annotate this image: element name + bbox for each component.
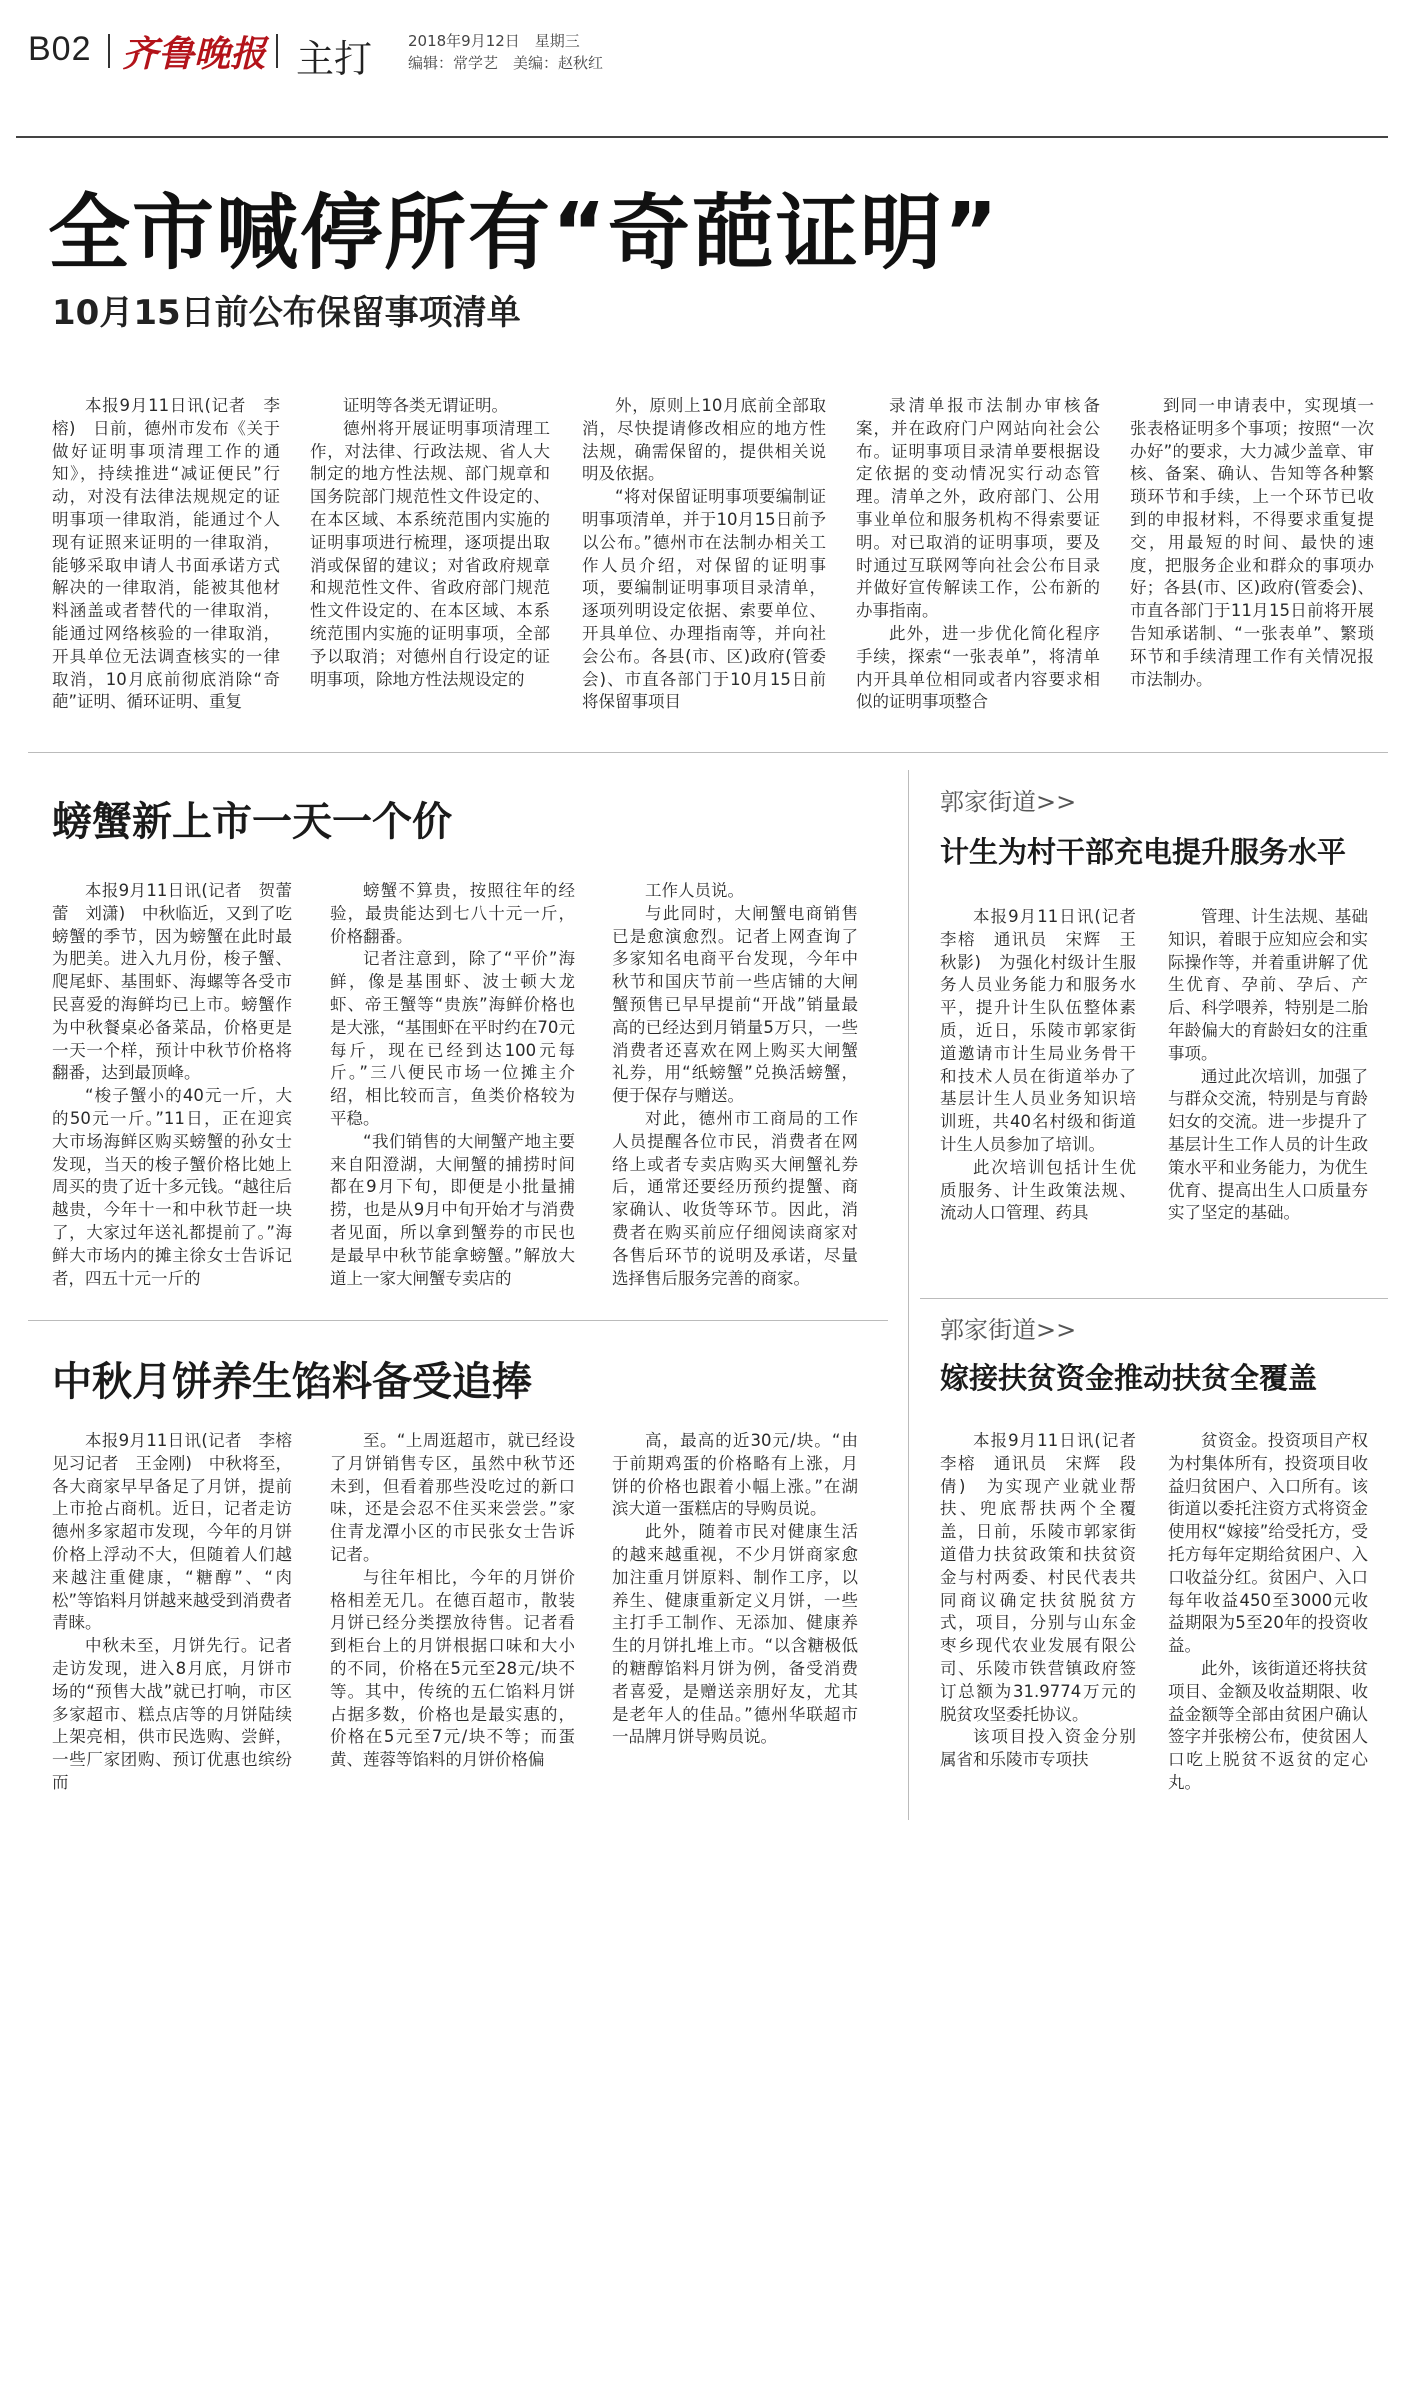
header-divider: [108, 34, 110, 68]
newspaper-logo: 齐鲁晚报: [122, 33, 267, 75]
mooncake-column-1: [52, 1430, 309, 1795]
side1-column-2: [1168, 906, 1368, 1225]
side2-kicker: 郭家街道>>: [940, 1316, 1077, 1344]
paragraph: “梭子蟹小的40元一斤，大的50元一斤。”11日，正在迎宾大市场海鲜区购买螃蟹的孙女士发现，当天的梭子蟹价格比她上周买的贵了近十多元钱。“越往后越贵，今年十一和中秋节赶一块了，大家过年送礼都提前了。”海鲜大市场内的摊主徐女士告诉记者，四五十元一斤的: [52, 1086, 292, 1288]
paragraph: 管理、计生法规、基础知识，着眼于应知应会和实际操作等，并着重讲解了优生优育、孕前、孕后、产后、科学喂养，特别是二胎年龄偏大的育龄妇女的注重事项。: [1168, 907, 1368, 1063]
section-divider: [920, 1298, 1388, 1299]
paragraph: 螃蟹不算贵，按照往年的经验，最贵能达到七八十元一斤，价格翻番。: [330, 881, 575, 946]
editor-credits: 编辑：常学艺 美编：赵秋红: [408, 54, 604, 72]
paragraph: 记者注意到，除了“平价”海鲜，像是基围虾、波士顿大龙虾、帝王蟹等“贵族”海鲜价格也是大涨，“基围虾在平时约在70元每斤，现在已经到达100元每斤。”三八便民市场一位摊主介绍，相比较而言，鱼类价格较为平稳。: [330, 949, 575, 1128]
lead-column-2: [310, 395, 550, 691]
paragraph: 此外，进一步优化简化程序手续，探索“一张表单”，将清单内开具单位相同或者内容要求相似的证明事项整合: [856, 623, 1100, 712]
issue-date: 2018年9月12日 星期三: [408, 32, 580, 50]
paragraph: 与此同时，大闸蟹电商销售已是愈演愈烈。记者上网查询了多家知名电商平台发现，今年中秋节和国庆节前一些店铺的大闸蟹预售已早早提前“开战”销量最高的已经达到月销量5万只，一些消费者还喜欢在网上购买大闸蟹礼券，用“纸螃蟹”兑换活螃蟹，便于保存与赠送。: [612, 903, 858, 1106]
side2-column-1: [940, 1430, 1153, 1772]
header-rule: [16, 136, 1388, 138]
section-name: 主打: [296, 37, 373, 81]
crab-headline: 螃蟹新上市一天一个价: [52, 799, 452, 845]
page-number: B02: [28, 30, 92, 68]
crab-column-2: [330, 880, 575, 1290]
lead-column-1: [52, 395, 280, 714]
crab-column-3: [612, 880, 858, 1290]
crab-column-1: [52, 880, 292, 1290]
paragraph: 本报9月11日讯(记者 李榕 通讯员 宋辉 王秋影) 为强化村级计生服务人员业务能力和服务水平，提升计生队伍整体素质，近日，乐陵市郭家街道邀请市计生局业务骨干和技术人员在街道举办了基层计生人员业务知识培训班，共40名村级和街道计生人员参加了培训。: [940, 907, 1153, 1154]
header-divider: [276, 34, 278, 68]
paragraph: 此次培训包括计生优质服务、计生政策法规、流动人口管理、药具: [940, 1157, 1136, 1223]
page-header: [28, 22, 1388, 82]
side1-headline: 计生为村干部充电提升服务水平: [940, 835, 1347, 869]
lead-column-3: [582, 395, 826, 714]
paragraph: 与往年相比，今年的月饼价格相差无几。在德百超市，散装月饼已经分类摆放待售。记者看到柜台上的月饼根据口味和大小的不同，价格在5元至28元/块不等。其中，传统的五仁馅料月饼占据多数，价格也是最实惠的，价格在5元至7元/块不等；而蛋黄、莲蓉等馅料的月饼价格偏: [330, 1567, 575, 1770]
paragraph: 该项目投入资金分别属省和乐陵市专项扶: [940, 1727, 1136, 1770]
paragraph: 通过此次培训，加强了与群众交流，特别是与育龄妇女的交流。进一步提升了基层计生工作人员的计生政策水平和业务能力，为优生优育、提高出生人口质量夯实了坚定的基础。: [1168, 1066, 1368, 1223]
side2-headline: 嫁接扶贫资金推动扶贫全覆盖: [940, 1361, 1318, 1395]
section-divider: [28, 1320, 888, 1321]
paragraph: 本报9月11日讯(记者 李榕 见习记者 王金刚) 中秋将至，各大商家早早备足了月饼，提前上市抢占商机。近日，记者走访德州多家超市发现，今年的月饼价格上浮动不大，但随着人们越来越注重健康，“糖醇”、“肉松”等馅料月饼越来越受到消费者青睐。: [52, 1431, 309, 1633]
mooncake-column-3: [612, 1430, 858, 1749]
paragraph: 高，最高的近30元/块。“由于前期鸡蛋的价格略有上涨，月饼的价格也跟着小幅上涨。”在湖滨大道一蛋糕店的导购员说。: [612, 1431, 858, 1519]
paragraph: 贫资金。投资项目产权为村集体所有，投资项目收益归贫困户、入口所有。该街道以委托注资方式将资金使用权“嫁接”给受托方，受托方每年定期给贫困户、入口收益分红。贫困户、入口每年收益450至3000元收益期限为5至20年的投资收益。: [1168, 1431, 1368, 1656]
mooncake-headline: 中秋月饼养生馅料备受追捧: [52, 1359, 532, 1405]
lead-column-4: [856, 395, 1100, 714]
paragraph: 至。“上周逛超市，就已经设了月饼销售专区，虽然中秋节还未到，但看着那些没吃过的新口味，还是会忍不住买来尝尝。”家住青龙潭小区的市民张女士告诉记者。: [330, 1431, 575, 1564]
paragraph: “我们销售的大闸蟹产地主要来自阳澄湖，大闸蟹的捕捞时间都在9月下旬，即便是小批量捕捞，也是从9月中旬开始才与消费者见面，所以拿到蟹券的市民也是最早中秋节能拿螃蟹。”解放大道上一家大闸蟹专卖店的: [330, 1131, 575, 1288]
section-divider: [28, 752, 1388, 753]
side2-column-2: [1168, 1430, 1368, 1795]
mooncake-column-2: [330, 1430, 575, 1772]
lead-headline: 全市喊停所有“奇葩证明”: [48, 186, 1000, 281]
paragraph: 德州将开展证明事项清理工作，对法律、行政法规、省人大制定的地方性法规、部门规章和国务院部门规范性文件设定的、在本区域、本系统范围内实施的证明事项进行梳理，逐项提出取消或保留的建议；对省政府规章和规范性文件、省政府部门规范性文件设定的、在本区域、本系统范围内实施的证明事项，全部予以取消；对德州自行设定的证明事项，除地方性法规设定的: [310, 418, 550, 689]
side1-column-1: [940, 906, 1153, 1225]
side1-kicker: 郭家街道>>: [940, 788, 1077, 816]
paragraph: “将对保留证明事项要编制证明事项清单，并于10月15日前予以公布。”德州市在法制办相关工作人员介绍，对保留的证明事项，要编制证明事项目录清单，逐项列明设定依据、索要单位、开具单位、办理指南等，并向社会公布。各县(市、区)政府(管委会)、市直各部门于10月15日前将保留事项目: [582, 487, 826, 712]
paragraph: 证明等各类无谓证明。: [343, 396, 508, 415]
paragraph: 此外，随着市民对健康生活的越来越重视，不少月饼商家愈加注重月饼原料、制作工序，以养生、健康重新定义月饼，一些主打手工制作、无添加、健康养生的月饼扎堆上市。“以含糖极低的糖醇馅料月饼为例，备受消费者喜爱，是赠送亲朋好友，尤其是老年人的佳品。”德州华联超市一品牌月饼导购员说。: [612, 1522, 858, 1747]
paragraph: 工作人员说。: [645, 881, 744, 900]
paragraph: 本报9月11日讯(记者 李榕 通讯员 宋辉 段倩) 为实现产业就业帮扶、兜底帮扶两个全覆盖，日前，乐陵市郭家街道借力扶贫政策和扶贫资金与村两委、村民代表共同商议确定扶贫脱贫方式，项目，分别与山东金枣乡现代农业发展有限公司、乐陵市铁营镇政府签订总额为31.9774万元的脱贫攻坚委托协议。: [940, 1431, 1153, 1724]
paragraph: 本报9月11日讯(记者 贺蕾蕾 刘潇) 中秋临近，又到了吃螃蟹的季节，因为螃蟹在此时最为肥美。进入九月份，梭子蟹、爬尾虾、基围虾、海螺等各受市民喜爱的海鲜均已上市。螃蟹作为中秋餐桌必备菜品，价格更是一天一个样，预计中秋节价格将翻番，达到最顶峰。: [52, 881, 292, 1083]
paragraph: 录清单报市法制办审核备案，并在政府门户网站向社会公布。证明事项目录清单要根据设定依据的变动情况实行动态管理。清单之外，政府部门、公用事业单位和服务机构不得索要证明。对已取消的证明事项，要及时通过互联网等向社会公布目录并做好宣传解读工作，公布新的办事指南。: [856, 396, 1100, 621]
paragraph: 外，原则上10月底前全部取消，尽快提请修改相应的地方性法规，确需保留的，提供相关说明及依据。: [582, 396, 826, 484]
column-divider: [908, 770, 909, 1820]
paragraph: 到同一申请表中，实现填一张表格证明多个事项；按照“一次办好”的要求，大力减少盖章、审核、备案、确认、告知等各种繁琐环节和手续，上一个环节已收到的申报材料，不得要求重复提交，用最短的时间、最快的速度，把服务企业和群众的事项办好；各县(市、区)政府(管委会)、市直各部门于11月15日前将开展告知承诺制、“一张表单”、繁琐环节和手续清理工作有关情况报市法制办。: [1130, 396, 1374, 689]
paragraph: 此外，该街道还将扶贫项目、金额及收益期限、收益金额等全部由贫困户确认签字并张榜公布，使贫困人口吃上脱贫不返贫的定心丸。: [1168, 1658, 1368, 1792]
lead-column-5: [1130, 395, 1374, 691]
paragraph: 本报9月11日讯(记者 李榕) 日前，德州市发布《关于做好证明事项清理工作的通知》，持续推进“减证便民”行动，对没有法律法规规定的证明事项一律取消，能通过个人现有证照来证明的一律取消，能够采取申请人书面承诺方式解决的一律取消，能被其他材料涵盖或者替代的一律取消，能通过网络核验的一律取消，开具单位无法调查核实的一律取消，10月底前彻底消除“奇葩”证明、循环证明、重复: [52, 396, 280, 712]
paragraph: 中秋未至，月饼先行。记者走访发现，进入8月底，月饼市场的“预售大战”就已打响，市区多家超市、糕点店等的月饼陆续上架亮相，供市民选购、尝鲜，一些厂家团购、预订优惠也缤纷而: [52, 1636, 292, 1792]
paragraph: 对此，德州市工商局的工作人员提醒各位市民，消费者在网络上或者专卖店购买大闸蟹礼券后，通常还要经历预约提蟹、商家确认、收货等环节。因此，消费者在购买前应仔细阅读商家对各售后环节的说明及承诺，尽量选择售后服务完善的商家。: [612, 1108, 858, 1288]
lead-subheadline: 10月15日前公布保留事项清单: [52, 293, 521, 333]
